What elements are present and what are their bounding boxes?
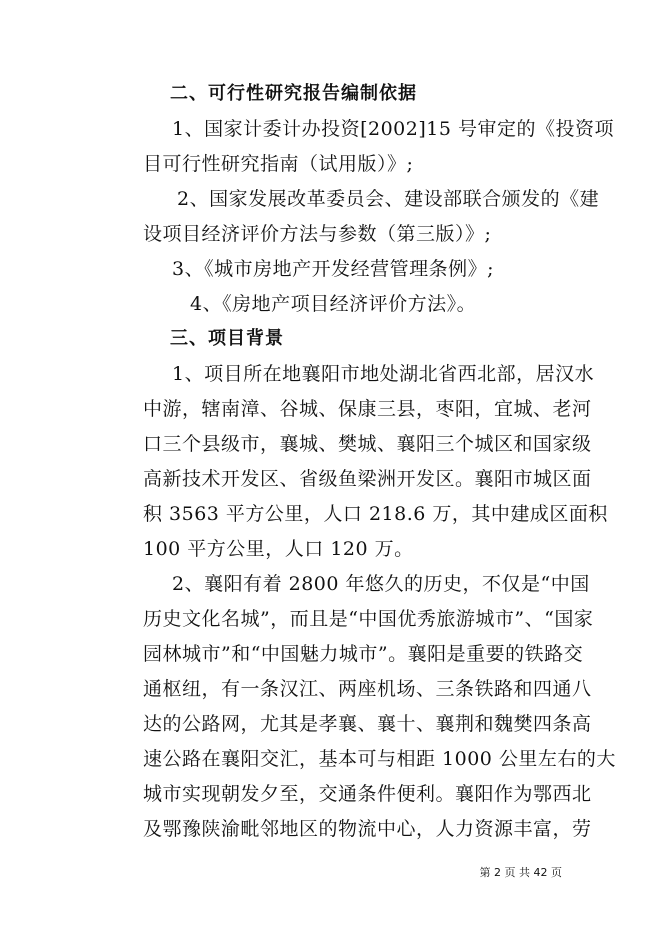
page-number-footer: 第 2 页 共 42 页 — [479, 866, 562, 879]
section2-line-4: 设项目经济评价方法与参数（第三版）》; — [143, 223, 492, 245]
section3-line-3: 口三个县级市，襄城、樊城、襄阳三个城区和国家级 — [143, 433, 592, 455]
section2-line-3: 2、国家发展改革委员会、建设部联合颁发的《建 — [177, 188, 600, 210]
section2-line-1: 1、国家计委计办投资[2002]15 号审定的《投资项 — [172, 118, 614, 140]
section3-line-13: 城市实现朝发夕至，交通条件便利。襄阳作为鄂西北 — [143, 783, 592, 805]
section3-line-8: 历史文化名城”，而且是“中国优秀旅游城市”、“国家 — [143, 608, 594, 630]
section3-line-6: 100 平方公里，人口 120 万。 — [143, 538, 414, 560]
section3-heading: 三、项目背景 — [170, 328, 284, 349]
section3-line-10: 通枢纽，有一条汉江、两座机场、三条铁路和四通八 — [143, 678, 592, 700]
section3-line-9: 园林城市”和“中国魅力城市”。襄阳是重要的铁路交 — [143, 643, 584, 665]
section2-heading: 二、可行性研究报告编制依据 — [170, 83, 417, 104]
section2-line-2: 目可行性研究指南（试用版）》; — [143, 153, 414, 175]
section3-line-2: 中游，辖南漳、谷城、保康三县，枣阳，宜城、老河 — [143, 398, 592, 420]
section3-line-11: 达的公路网，尤其是孝襄、襄十、襄荆和魏樊四条高 — [143, 713, 592, 735]
section2-line-6: 4、《房地产项目经济评价方法》。 — [190, 293, 477, 315]
section3-line-5: 积 3563 平方公里，人口 218.6 万，其中建成区面积 — [143, 503, 608, 525]
section3-line-7: 2、襄阳有着 2800 年悠久的历史，不仅是“中国 — [172, 573, 590, 595]
section3-line-12: 速公路在襄阳交汇，基本可与相距 1000 公里左右的大 — [143, 748, 616, 770]
section2-line-5: 3、《城市房地产开发经营管理条例》; — [172, 258, 494, 280]
section3-line-4: 高新技术开发区、省级鱼梁洲开发区。襄阳市城区面 — [143, 468, 592, 490]
section3-line-1: 1、项目所在地襄阳市地处湖北省西北部，居汉水 — [172, 363, 595, 385]
section3-line-14: 及鄂豫陕渝毗邻地区的物流中心，人力资源丰富，劳 — [143, 818, 592, 840]
